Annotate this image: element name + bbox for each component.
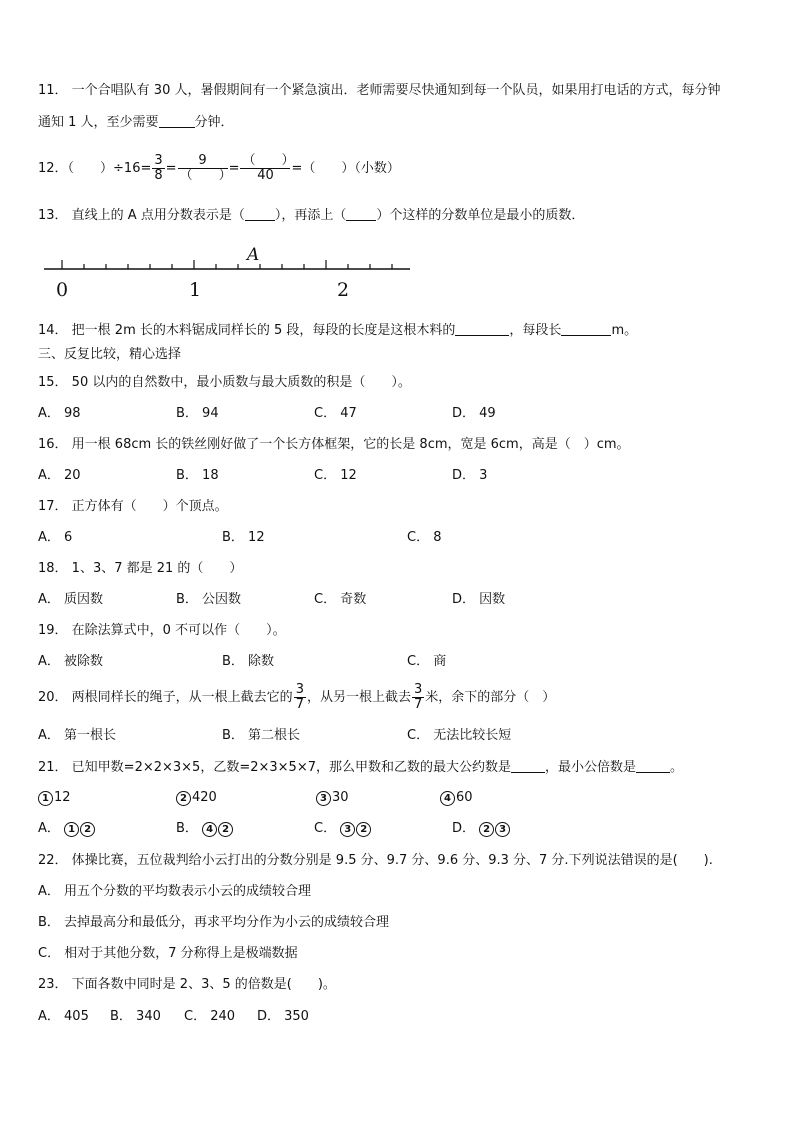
question-12-prefix: 12．（ ）÷16=: [38, 161, 152, 176]
question-21-stem: [38, 759, 683, 777]
option-d[interactable]: D． 350: [257, 1009, 309, 1024]
question-22-stem: 22． 体操比赛，五位裁判给小云打出的分数分别是 9.5 分、9.7 分、9.6 分、9.3 分、7 分.下列说法错误的是( ).: [38, 853, 713, 868]
tick-label-1: 1: [189, 279, 202, 301]
option-c[interactable]: C． 相对于其他分数，7 分称得上是极端数据: [38, 946, 298, 961]
question-14-text-a: 14． 把一根 2m 长的木料锯成同样长的 5 段，每段的长度是这根木料的: [38, 323, 456, 338]
option-b[interactable]: B． 18: [176, 468, 219, 483]
fraction-3-7: $\frac{3}{7}$: [413, 682, 423, 712]
item-circled-1: 1 12: [38, 789, 71, 807]
answer-blank: [159, 114, 195, 128]
question-12-suffix: =（ ）（小数）: [291, 161, 400, 176]
answer-blank: [245, 207, 275, 221]
question-14: [38, 322, 637, 340]
option-c[interactable]: C． 47: [314, 406, 357, 421]
option-c[interactable]: C． 商: [407, 654, 447, 669]
item-circled-4: 4 60: [440, 789, 473, 807]
option-b[interactable]: B． 94: [176, 406, 219, 421]
question-21-text-a: 21． 已知甲数=2×2×3×5，乙数=2×3×5×7，那么甲数和乙数的最大公约数是: [38, 760, 511, 775]
fraction-3-7: $\frac{3}{7}$: [295, 682, 304, 712]
question-11-text: 通知 1 人，至少需要: [38, 115, 159, 130]
item-circled-3: 3 30: [316, 789, 349, 807]
option-b[interactable]: B． 12: [222, 530, 265, 545]
question-18-stem: 18． 1、3、7 都是 21 的（ ）: [38, 561, 243, 576]
question-14-text-c: m。: [611, 323, 638, 338]
section-title: 三、反复比较，精心选择: [38, 347, 182, 362]
question-23-stem: 23． 下面各数中同时是 2、3、5 的倍数是( )。: [38, 977, 336, 992]
number-line-ticks: [62, 260, 392, 269]
question-11-line2: [38, 114, 234, 132]
point-a-label: A: [247, 246, 260, 265]
question-13: [38, 207, 584, 225]
question-20-stem: [38, 680, 555, 716]
answer-blank: [455, 322, 509, 336]
fraction-blank-40: $\frac{( )}{40}$: [242, 153, 295, 183]
option-c[interactable]: C． 无法比较长短: [407, 728, 512, 743]
option-c[interactable]: C． 240: [184, 1009, 236, 1024]
option-c[interactable]: C． 奇数: [314, 592, 367, 607]
option-b[interactable]: B． 4 2: [176, 820, 234, 838]
option-b[interactable]: B． 除数: [222, 654, 275, 669]
question-14-text-b: ，每段长: [509, 323, 562, 338]
question-12: 12．（ ）÷16= $\frac{3}{8}$ = $\frac{9}{( )}$ = $\frac{( )}{40}$ =（ ）（小数）: [38, 153, 400, 183]
question-20-text-a: 20． 两根同样长的绳子，从一根上截去它的: [38, 690, 293, 705]
option-b[interactable]: B． 公因数: [176, 592, 242, 607]
option-a[interactable]: A． 用五个分数的平均数表示小云的成绩较合理: [38, 884, 312, 899]
answer-blank: [511, 759, 545, 773]
fraction-3-8: $\frac{3}{8}$: [154, 153, 163, 183]
option-a[interactable]: A． 20: [38, 468, 81, 483]
option-a[interactable]: A． 质因数: [38, 592, 104, 607]
question-20-text-b: ，从另一根上截去: [306, 690, 411, 705]
tick-label-2: 2: [337, 279, 350, 301]
number-line-figure: [44, 246, 414, 302]
option-a[interactable]: A． 1 2: [38, 820, 96, 838]
option-c[interactable]: C． 3 2: [314, 820, 372, 838]
option-c[interactable]: C． 12: [314, 468, 357, 483]
option-d[interactable]: D． 因数: [452, 592, 506, 607]
option-a[interactable]: A． 98: [38, 406, 81, 421]
question-21-text-b: ，最小公倍数是: [544, 760, 636, 775]
fraction-9-blank: $\frac{9}{( )}$: [179, 153, 232, 183]
option-a[interactable]: A． 6: [38, 530, 73, 545]
item-circled-2: 2 420: [176, 789, 217, 807]
option-d[interactable]: D． 2 3: [452, 820, 511, 838]
option-d[interactable]: D． 49: [452, 406, 496, 421]
question-11-text-end: 分钟．: [194, 115, 234, 130]
question-13-text-c: ）个这样的分数单位是最小的质数．: [376, 208, 585, 223]
answer-blank: [636, 759, 670, 773]
option-a[interactable]: A． 第一根长: [38, 728, 117, 743]
question-19-stem: 19． 在除法算式中，0 不可以作（ ）。: [38, 623, 286, 638]
option-b[interactable]: B． 去掉最高分和最低分，再求平均分作为小云的成绩较合理: [38, 915, 390, 930]
question-21-text-c: 。: [670, 760, 684, 775]
option-b[interactable]: B． 340: [110, 1009, 161, 1024]
question-13-text-a: 13． 直线上的 A 点用分数表示是（: [38, 208, 245, 223]
option-c[interactable]: C． 8: [407, 530, 442, 545]
answer-blank: [346, 207, 376, 221]
question-17-stem: 17． 正方体有（ ）个顶点。: [38, 499, 228, 514]
option-a[interactable]: A． 405: [38, 1009, 89, 1024]
question-20-text-c: 米，余下的部分（ ）: [425, 690, 556, 705]
question-15-stem: 15． 50 以内的自然数中，最小质数与最大质数的积是（ ）。: [38, 375, 411, 390]
question-16-stem: 16． 用一根 68cm 长的铁丝刚好做了一个长方体框架，它的长是 8cm，宽是 6cm，高是（ ）cm。: [38, 437, 630, 452]
question-11-line1: 11． 一个合唱队有 30 人，暑假期间有一个紧急演出．老师需要尽快通知到每一个队员，如果用打电话的方式，每分钟: [38, 83, 721, 98]
option-d[interactable]: D． 3: [452, 468, 488, 483]
tick-label-0: 0: [56, 279, 69, 301]
question-13-text-b: ），再添上（: [274, 208, 347, 223]
answer-blank: [561, 322, 611, 336]
option-b[interactable]: B． 第二根长: [222, 728, 301, 743]
option-a[interactable]: A． 被除数: [38, 654, 104, 669]
